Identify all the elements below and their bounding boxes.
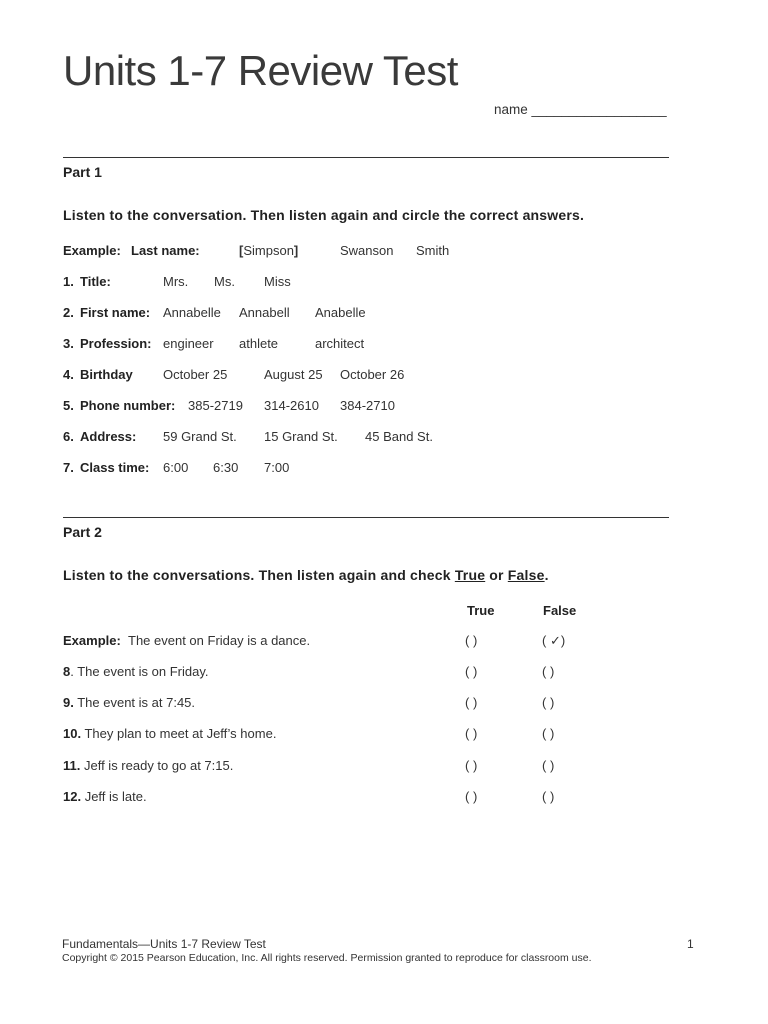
- column-true-header: True: [467, 603, 495, 618]
- item-label: Birthday: [80, 367, 133, 382]
- example-label: Last name:: [131, 243, 200, 258]
- false-checkbox[interactable]: ( ): [542, 789, 555, 804]
- item-number: 6.: [63, 429, 74, 444]
- true-checkbox[interactable]: ( ): [465, 758, 478, 773]
- true-checkbox[interactable]: ( ): [465, 664, 478, 679]
- page-title: Units 1-7 Review Test: [63, 47, 458, 94]
- part2-heading: Part 2: [63, 524, 102, 540]
- item-label: Phone number:: [80, 398, 176, 413]
- false-checkbox[interactable]: ( ): [542, 664, 555, 679]
- statement-text: The event on Friday is a dance.: [128, 633, 311, 648]
- answer-option[interactable]: Ms.: [214, 274, 235, 289]
- example-option: Smith: [416, 243, 450, 258]
- answer-option[interactable]: 15 Grand St.: [264, 429, 338, 444]
- answer-option[interactable]: Annabelle: [163, 305, 221, 320]
- item-label: First name:: [80, 305, 151, 320]
- item-label: Profession:: [80, 336, 152, 351]
- item-number: 4.: [63, 367, 74, 382]
- item-label: Class time:: [80, 460, 150, 475]
- answer-option[interactable]: Miss: [264, 274, 291, 289]
- answer-option[interactable]: 7:00: [264, 460, 290, 475]
- false-checkbox[interactable]: ( ): [542, 726, 555, 741]
- statement-row: 10. They plan to meet at Jeff’s home.: [63, 726, 277, 741]
- statement-row: 11. Jeff is ready to go at 7:15.: [63, 758, 234, 773]
- answer-option[interactable]: 384-2710: [340, 398, 395, 413]
- answer-option[interactable]: architect: [315, 336, 365, 351]
- true-checkbox[interactable]: ( ): [465, 726, 478, 741]
- statement-row: 8. The event is on Friday.: [63, 664, 209, 679]
- true-checkbox[interactable]: ( ): [465, 633, 478, 648]
- item-number: 3.: [63, 336, 74, 351]
- part1-instructions: Listen to the conversation. Then listen again and circle the correct answers.: [63, 207, 585, 223]
- divider: [63, 157, 669, 158]
- answer-option[interactable]: Annabell: [239, 305, 290, 320]
- item-number: 7.: [63, 460, 74, 475]
- item-number: 1.: [63, 274, 74, 289]
- answer-option[interactable]: October 26: [340, 367, 405, 382]
- answer-option[interactable]: Mrs.: [163, 274, 189, 289]
- example-option: Swanson: [340, 243, 394, 258]
- item-number: 2.: [63, 305, 74, 320]
- answer-option[interactable]: August 25: [264, 367, 323, 382]
- name-field-label: name __________________: [494, 102, 667, 117]
- false-checkbox-checked[interactable]: ( ✓): [542, 633, 566, 648]
- item-label: Address:: [80, 429, 137, 444]
- answer-option[interactable]: athlete: [239, 336, 279, 351]
- part2-instructions: Listen to the conversations. Then listen again and check True or False.: [63, 567, 549, 583]
- part1-heading: Part 1: [63, 164, 102, 180]
- answer-option[interactable]: 6:00: [163, 460, 189, 475]
- footer-title: Fundamentals—Units 1-7 Review Test: [62, 937, 266, 951]
- answer-option[interactable]: 314-2610: [264, 398, 319, 413]
- answer-option[interactable]: engineer: [163, 336, 214, 351]
- answer-option[interactable]: 385-2719: [188, 398, 243, 413]
- false-checkbox[interactable]: ( ): [542, 758, 555, 773]
- statement-row: 12. Jeff is late.: [63, 789, 147, 804]
- example-circled-answer: [Simpson]: [239, 243, 299, 258]
- answer-option[interactable]: 59 Grand St.: [163, 429, 237, 444]
- true-checkbox[interactable]: ( ): [465, 789, 478, 804]
- answer-option[interactable]: Anabelle: [315, 305, 366, 320]
- column-false-header: False: [543, 603, 577, 618]
- item-number: 5.: [63, 398, 74, 413]
- example-prefix: Example:: [63, 633, 121, 648]
- divider: [63, 517, 669, 518]
- footer-copyright: Copyright © 2015 Pearson Education, Inc. All rights reserved. Permission granted to reproduce for classroom use.: [62, 952, 592, 964]
- answer-option[interactable]: October 25: [163, 367, 228, 382]
- example-prefix: Example:: [63, 243, 121, 258]
- answer-option[interactable]: 6:30: [213, 460, 239, 475]
- item-label: Title:: [80, 274, 111, 289]
- page-number: 1: [687, 937, 694, 951]
- true-checkbox[interactable]: ( ): [465, 695, 478, 710]
- answer-option[interactable]: 45 Band St.: [365, 429, 433, 444]
- false-checkbox[interactable]: ( ): [542, 695, 555, 710]
- statement-row: 9. The event is at 7:45.: [63, 695, 196, 710]
